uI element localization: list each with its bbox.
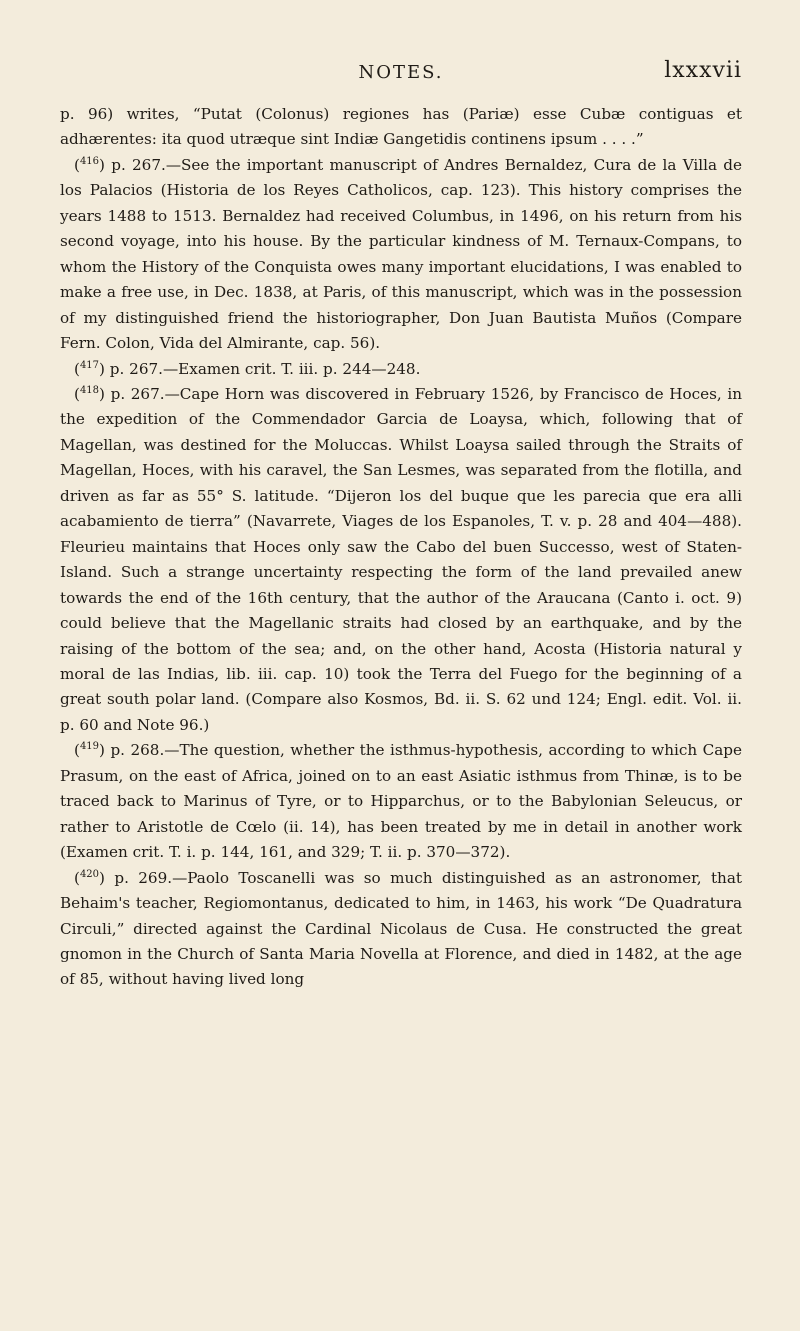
- note-paragraph-continued: [60, 102, 742, 153]
- note-marker: 416: [79, 155, 100, 167]
- note-marker: 420: [79, 868, 100, 880]
- note-paragraph-420: ($^{420}$) p. 269.—Paolo Toscanelli was so much distinguished as an astronomer, that Behaim's teacher, Regiomontanus, dedicated to him, in 1463, his work “De Quadratura Circuli,” directed against the Cardinal Nicolaus de Cusa. He constructed the great gnomon in the Church of Santa Maria Novella at Florence, and died in 1482, at the age of 85, without having lived long: [60, 868, 742, 989]
- note-text: p. 267.—Examen crit. T. iii. p. 244—248.: [109, 359, 421, 378]
- note-paragraph-416: ($^{416}$) p. 267.—See the important manuscript of Andres Bernaldez, Cura de la Villa de los Palacios (Historia de los Reyes Catholicos, cap. 123). This history comprises the years 1488 to 1513. Bernaldez had received Columbus, in 1496, on his return from his second voyage, into his house. By the particular kindness of M. Ternaux-Compans, to whom the History of the Conquista owes many important elucidations, I was enabled to make a free use, in Dec. 1838, at Paris, of this manuscript, which was in the possession of my distinguished friend the historiographer, Don Juan Bautista Muños (Compare Fern. Colon, Vida del Almirante, cap. 56).: [60, 155, 742, 353]
- note-marker: 419: [79, 741, 100, 753]
- page-number: lxxxvii: [664, 58, 742, 83]
- note-text: p. 96) writes, “Putat (Colonus) regiones has (Pariæ) esse Cubæ contiguas et adhærentes: ita quod utræque sint Indiæ Gangetidis continens ipsum . . . .”: [60, 105, 742, 149]
- note-text: p. 269.—Paolo Toscanelli was so much distinguished as an astronomer, that Behaim's teacher, Regiomontanus, dedicated to him, in 1463, his work “De Quadratura Circuli,” directed against the Cardinal Nicolaus de Cusa. He constructed the great gnomon in the Church of Santa Maria Novella at Florence, and died in 1482, at the age of 85, without having lived long: [60, 868, 742, 989]
- notes-body: [60, 102, 742, 993]
- note-marker: 417: [79, 359, 100, 371]
- note-paragraph-417: ($^{417}$) p. 267.—Examen crit. T. iii. p. 244—248.: [74, 359, 421, 378]
- note-marker: 418: [79, 384, 100, 396]
- note-paragraph-419: ($^{419}$) p. 268.—The question, whether the isthmus-hypothesis, according to which Cape Prasum, on the east of Africa, joined on to an east Asiatic isthmus from Thinæ, is to be traced back to Marinus of Tyre, or to Hipparchus, or to the Babylonian Seleucus, or rather to Aristotle de Cœlo (ii. 14), has been treated by me in detail in another work (Examen crit. T. i. p. 144, 161, and 329; T. ii. p. 370—372).: [60, 741, 742, 862]
- note-text: p. 267.—See the important manuscript of Andres Bernaldez, Cura de la Villa de los Palacios (Historia de los Reyes Catholicos, cap. 123). This history comprises the years 1488 to 1513. Bernaldez had received Columbus, in 1496, on his return from his second voyage, into his house. By the particular kindness of M. Ternaux-Compans, to whom the History of the Conquista owes many important elucidations, I was enabled to make a free use, in Dec. 1838, at Paris, of this manuscript, which was in the possession of my distinguished friend the historiographer, Don Juan Bautista Muños (Compare Fern. Colon, Vida del Almirante, cap. 56).: [60, 155, 742, 353]
- note-text: p. 268.—The question, whether the isthmus-hypothesis, according to which Cape Prasum, on the east of Africa, joined on to an east Asiatic isthmus from Thinæ, is to be traced back to Marinus of Tyre, or to Hipparchus, or to the Babylonian Seleucus, or rather to Aristotle de Cœlo (ii. 14), has been treated by me in detail in another work (Examen crit. T. i. p. 144, 161, and 329; T. ii. p. 370—372).: [60, 741, 742, 862]
- note-text: p. 267.—Cape Horn was discovered in February 1526, by Francisco de Hoces, in the expedition of the Commendador Garcia de Loaysa, which, following that of Magellan, was destined for the Moluccas. Whilst Loaysa sailed through the Straits of Magellan, Hoces, with his caravel, the San Lesmes, was separated from the flotilla, and driven as far as 55° S. latitude. “Dijeron los del buque que les parecia que era alli acabamiento de tierra” (Navarrete, Viages de los Espanoles, T. v. p. 28 and 404—488). Fleurieu maintains that Hoces only saw the Cabo del buen Successo, west of Staten-Island. Such a strange uncertainty respecting the form of the land prevailed anew towards the end of the 16th century, that the author of the Araucana (Canto i. oct. 9) could believe that the Magellanic straits had closed by an earthquake, and by the raising of the bottom of the sea; and, on the other hand, Acosta (Historia natural y moral de las Indias, lib. iii. cap. 10) took the Terra del Fuego for the beginning of a great south polar land. (Compare also Kosmos, Bd. ii. S. 62 und 124; Engl. edit. Vol. ii. p. 60 and Note 96.): [60, 384, 742, 734]
- running-head: [60, 58, 742, 102]
- note-paragraph-418: ($^{418}$) p. 267.—Cape Horn was discovered in February 1526, by Francisco de Hoces, in the expedition of the Commendador Garcia de Loaysa, which, following that of Magellan, was destined for the Moluccas. Whilst Loaysa sailed through the Straits of Magellan, Hoces, with his caravel, the San Lesmes, was separated from the flotilla, and driven as far as 55° S. latitude. “Dijeron los del buque que les parecia que era alli acabamiento de tierra” (Navarrete, Viages de los Espanoles, T. v. p. 28 and 404—488). Fleurieu maintains that Hoces only saw the Cabo del buen Successo, west of Staten-Island. Such a strange uncertainty respecting the form of the land prevailed anew towards the end of the 16th century, that the author of the Araucana (Canto i. oct. 9) could believe that the Magellanic straits had closed by an earthquake, and by the raising of the bottom of the sea; and, on the other hand, Acosta (Historia natural y moral de las Indias, lib. iii. cap. 10) took the Terra del Fuego for the beginning of a great south polar land. (Compare also Kosmos, Bd. ii. S. 62 und 124; Engl. edit. Vol. ii. p. 60 and Note 96.): [60, 384, 742, 734]
- running-title: NOTES.: [358, 62, 444, 83]
